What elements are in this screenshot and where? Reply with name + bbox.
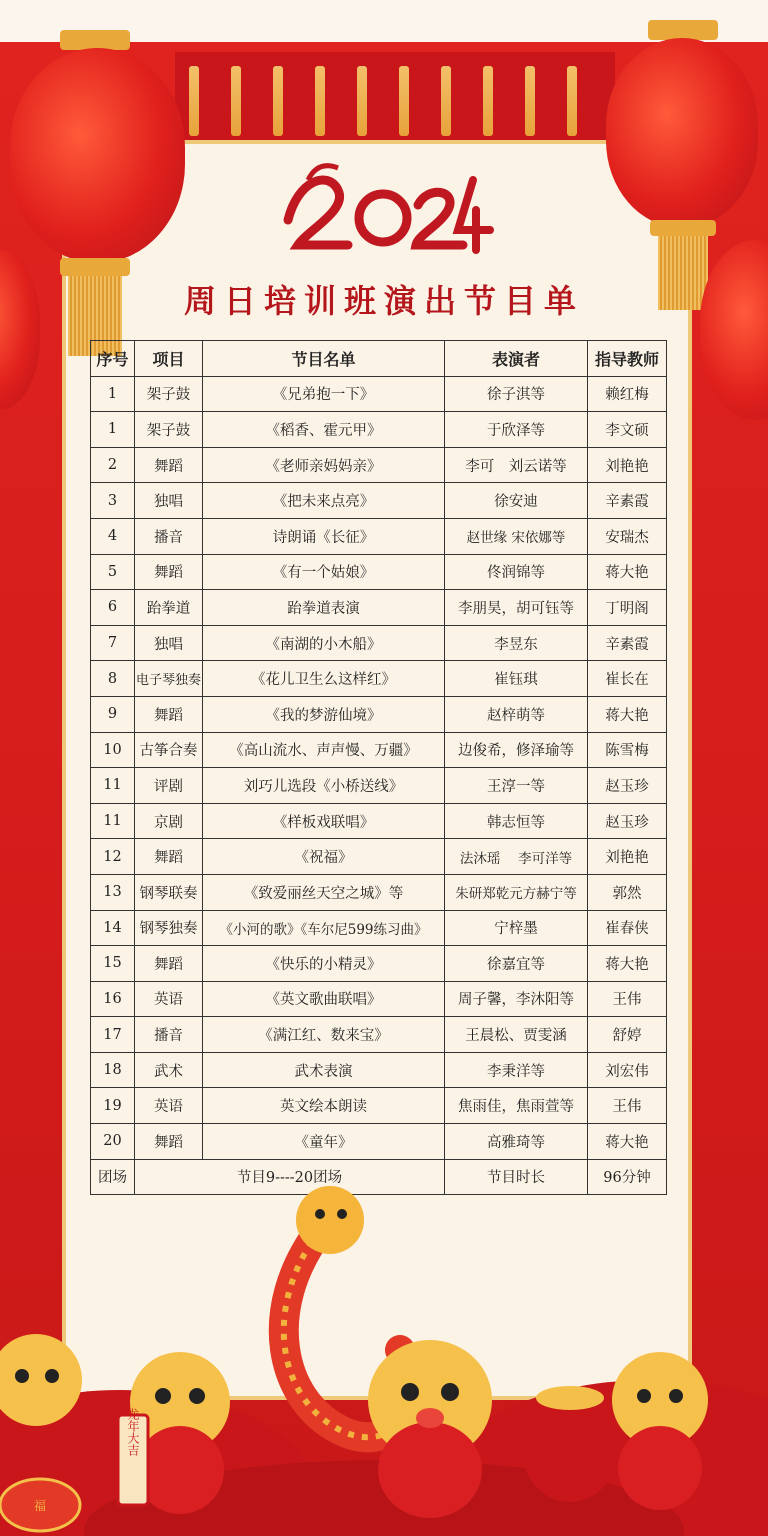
row-program: 《高山流水、声声慢、万疆》 <box>203 732 445 768</box>
table-row <box>91 696 667 732</box>
table-row <box>91 910 667 946</box>
row-program: 武术表演 <box>203 1052 445 1088</box>
row-category: 舞蹈 <box>135 447 203 483</box>
table-row <box>91 412 667 448</box>
row-number: 17 <box>91 1017 135 1053</box>
footer-label: 团场 <box>91 1159 135 1195</box>
table-row <box>91 1017 667 1053</box>
row-performer: 徐安迪 <box>445 483 588 519</box>
dragon-mascot-right-icon <box>612 1352 708 1510</box>
row-program: 《把未来点亮》 <box>203 483 445 519</box>
row-performer: 李朋昊，胡可钰等 <box>445 590 588 626</box>
row-teacher: 蒋大艳 <box>588 696 667 732</box>
drum-text: 福 <box>33 1499 47 1513</box>
row-program: 刘巧儿选段《小桥送线》 <box>203 768 445 804</box>
row-teacher: 赵玉珍 <box>588 803 667 839</box>
page-title: 周日培训班演出节目单 <box>183 282 584 320</box>
program-table <box>90 340 667 1195</box>
table-row <box>91 839 667 875</box>
row-category: 播音 <box>135 1017 203 1053</box>
row-number: 3 <box>91 483 135 519</box>
row-program: 《稻香、霍元甲》 <box>203 412 445 448</box>
row-performer: 法沐瑶 李可洋等 <box>445 839 588 875</box>
row-number: 7 <box>91 625 135 661</box>
program-table-body <box>91 376 667 1159</box>
footer-note: 节目9----20团场 <box>135 1159 445 1195</box>
table-row <box>91 554 667 590</box>
row-performer: 周子馨，李沐阳等 <box>445 981 588 1017</box>
table-row <box>91 483 667 519</box>
row-category: 英语 <box>135 1088 203 1124</box>
column-header-program: 节目名单 <box>203 341 445 377</box>
row-category: 京剧 <box>135 803 203 839</box>
row-category: 舞蹈 <box>135 1124 203 1160</box>
row-performer: 李昱东 <box>445 625 588 661</box>
row-category: 独唱 <box>135 483 203 519</box>
column-header-number: 序号 <box>91 341 135 377</box>
row-category: 舞蹈 <box>135 696 203 732</box>
scroll-banner-text: 龙年大吉 <box>126 1408 140 1456</box>
row-teacher: 安瑞杰 <box>588 518 667 554</box>
row-performer: 崔钰琪 <box>445 661 588 697</box>
row-program: 诗朗诵《长征》 <box>203 518 445 554</box>
row-teacher: 王伟 <box>588 1088 667 1124</box>
row-teacher: 王伟 <box>588 981 667 1017</box>
row-category: 跆拳道 <box>135 590 203 626</box>
row-program: 《兄弟抱一下》 <box>203 376 445 412</box>
row-number: 15 <box>91 946 135 982</box>
row-teacher: 刘艳艳 <box>588 839 667 875</box>
row-category: 舞蹈 <box>135 839 203 875</box>
row-category: 播音 <box>135 518 203 554</box>
row-program: 《老师亲妈妈亲》 <box>203 447 445 483</box>
row-category: 古筝合奏 <box>135 732 203 768</box>
row-number: 13 <box>91 874 135 910</box>
row-number: 11 <box>91 803 135 839</box>
table-row <box>91 874 667 910</box>
row-number: 9 <box>91 696 135 732</box>
row-program: 《致爱丽丝天空之城》等 <box>203 874 445 910</box>
row-program: 《童年》 <box>203 1124 445 1160</box>
row-performer: 王淳一等 <box>445 768 588 804</box>
row-number: 10 <box>91 732 135 768</box>
row-teacher: 赖红梅 <box>588 376 667 412</box>
row-program: 《花儿卫生么这样红》 <box>203 661 445 697</box>
row-category: 钢琴联奏 <box>135 874 203 910</box>
table-row <box>91 625 667 661</box>
row-performer: 宁梓墨 <box>445 910 588 946</box>
row-category: 独唱 <box>135 625 203 661</box>
row-performer: 佟润锦等 <box>445 554 588 590</box>
row-teacher: 李文硕 <box>588 412 667 448</box>
row-program: 《小河的歌》《车尔尼599练习曲》 <box>203 910 445 946</box>
row-teacher: 陈雪梅 <box>588 732 667 768</box>
row-teacher: 崔春侠 <box>588 910 667 946</box>
row-number: 11 <box>91 768 135 804</box>
row-program: 跆拳道表演 <box>203 590 445 626</box>
table-row <box>91 1124 667 1160</box>
row-teacher: 辛素霞 <box>588 483 667 519</box>
row-teacher: 赵玉珍 <box>588 768 667 804</box>
table-row <box>91 661 667 697</box>
row-program: 《我的梦游仙境》 <box>203 696 445 732</box>
row-number: 8 <box>91 661 135 697</box>
row-category: 评剧 <box>135 768 203 804</box>
row-program: 《有一个姑娘》 <box>203 554 445 590</box>
row-category: 英语 <box>135 981 203 1017</box>
table-header-row <box>91 341 667 377</box>
row-performer: 焦雨佳，焦雨萱等 <box>445 1088 588 1124</box>
row-program: 《满江红、数来宝》 <box>203 1017 445 1053</box>
row-performer: 李秉洋等 <box>445 1052 588 1088</box>
row-teacher: 刘宏伟 <box>588 1052 667 1088</box>
table-row <box>91 518 667 554</box>
row-teacher: 崔长在 <box>588 661 667 697</box>
row-teacher: 蒋大艳 <box>588 946 667 982</box>
column-header-category: 项目 <box>135 341 203 377</box>
row-number: 18 <box>91 1052 135 1088</box>
lantern-right-small-icon <box>700 240 768 440</box>
row-performer: 徐嘉宜等 <box>445 946 588 982</box>
row-category: 架子鼓 <box>135 376 203 412</box>
row-number: 19 <box>91 1088 135 1124</box>
row-performer: 高雅琦等 <box>445 1124 588 1160</box>
table-row <box>91 803 667 839</box>
table-row <box>91 447 667 483</box>
lantern-left-small-icon <box>0 250 40 420</box>
row-number: 12 <box>91 839 135 875</box>
row-program: 《南湖的小木船》 <box>203 625 445 661</box>
row-performer: 王晨松、贾雯涵 <box>445 1017 588 1053</box>
row-program: 英文绘本朗读 <box>203 1088 445 1124</box>
row-number: 20 <box>91 1124 135 1160</box>
column-header-performer: 表演者 <box>445 341 588 377</box>
row-teacher: 蒋大艳 <box>588 554 667 590</box>
table-row <box>91 1052 667 1088</box>
row-teacher: 刘艳艳 <box>588 447 667 483</box>
table-row <box>91 981 667 1017</box>
row-teacher: 舒婷 <box>588 1017 667 1053</box>
row-category: 钢琴独奏 <box>135 910 203 946</box>
year-2024-calligraphy-icon <box>268 150 498 260</box>
row-category: 武术 <box>135 1052 203 1088</box>
row-performer: 赵梓萌等 <box>445 696 588 732</box>
row-performer: 韩志恒等 <box>445 803 588 839</box>
row-performer: 李可 刘云诺等 <box>445 447 588 483</box>
column-header-teacher: 指导教师 <box>588 341 667 377</box>
row-number: 14 <box>91 910 135 946</box>
row-teacher: 丁明阁 <box>588 590 667 626</box>
row-teacher: 郭然 <box>588 874 667 910</box>
footer-duration-value: 96分钟 <box>588 1159 667 1195</box>
table-row <box>91 732 667 768</box>
row-category: 舞蹈 <box>135 946 203 982</box>
table-row <box>91 1088 667 1124</box>
footer-duration-label: 节目时长 <box>445 1159 588 1195</box>
table-row <box>91 376 667 412</box>
table-row <box>91 590 667 626</box>
row-teacher: 蒋大艳 <box>588 1124 667 1160</box>
row-program: 《样板戏联唱》 <box>203 803 445 839</box>
row-category: 电子琴独奏 <box>135 661 203 697</box>
row-number: 4 <box>91 518 135 554</box>
row-category: 架子鼓 <box>135 412 203 448</box>
row-program: 《祝福》 <box>203 839 445 875</box>
row-performer: 徐子淇等 <box>445 376 588 412</box>
table-row <box>91 946 667 982</box>
row-performer: 朱研郑乾元方赫宁等 <box>445 874 588 910</box>
row-program: 《英文歌曲联唱》 <box>203 981 445 1017</box>
row-performer: 于欣泽等 <box>445 412 588 448</box>
year-art-text: 2024 <box>381 170 385 171</box>
dragon-celebration-scene <box>0 1170 768 1536</box>
row-number: 1 <box>91 376 135 412</box>
row-performer: 边俊希，修泽瑜等 <box>445 732 588 768</box>
dragon-mascot-center-icon <box>368 1340 492 1518</box>
row-teacher: 辛素霞 <box>588 625 667 661</box>
row-number: 16 <box>91 981 135 1017</box>
row-number: 5 <box>91 554 135 590</box>
row-number: 1 <box>91 412 135 448</box>
row-program: 《快乐的小精灵》 <box>203 946 445 982</box>
curtain-valance <box>175 52 615 148</box>
table-row <box>91 768 667 804</box>
row-category: 舞蹈 <box>135 554 203 590</box>
row-number: 2 <box>91 447 135 483</box>
row-performer: 赵世缘 宋依娜等 <box>445 518 588 554</box>
row-number: 6 <box>91 590 135 626</box>
